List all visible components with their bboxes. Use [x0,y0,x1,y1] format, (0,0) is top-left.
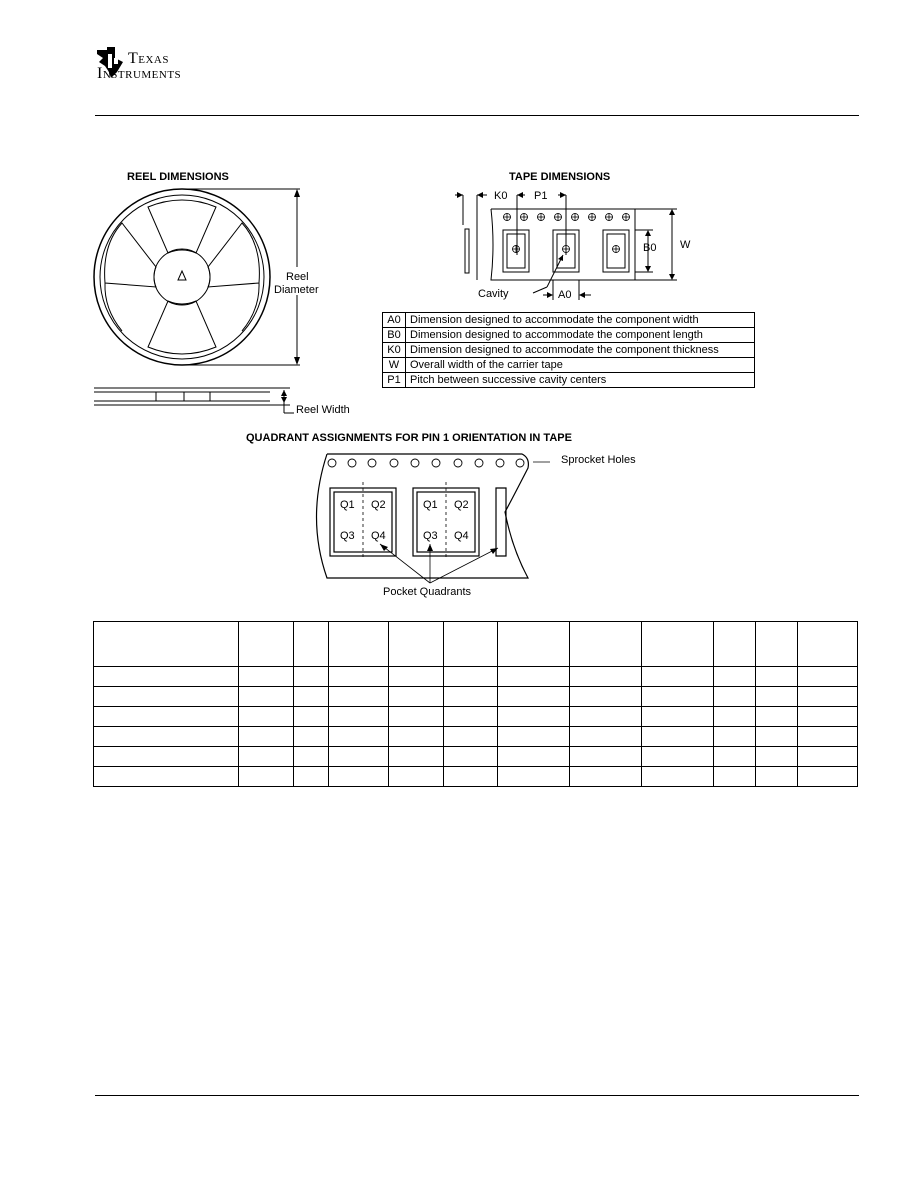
header-rule [95,115,859,116]
reel-diameter-label-2: Diameter [274,284,319,296]
quadrant-q2-a: Q2 [371,499,386,511]
quadrant-title: QUADRANT ASSIGNMENTS FOR PIN 1 ORIENTATION IN TAPE [246,432,572,444]
legend-text: Overall width of the carrier tape [406,358,755,373]
quadrant-q4-a: Q4 [371,530,386,542]
tape-a0-label: A0 [558,289,572,301]
quadrant-q3-a: Q3 [340,530,355,542]
table-row [94,687,858,707]
logo-texas: Texas [128,50,169,67]
table-header-row [94,622,858,667]
reel-diameter-label-1: Reel [286,271,309,283]
tape-legend-table [382,312,755,388]
tape-reel-info-table [93,621,858,787]
tape-diagram [455,185,695,305]
tape-dimensions-title: TAPE DIMENSIONS [509,171,611,183]
legend-row [383,313,755,328]
quadrant-q1-b: Q1 [423,499,438,511]
legend-row [383,328,755,343]
table-row [94,707,858,727]
legend-text: Dimension designed to accommodate the component thickness [406,343,755,358]
reel-dimensions-title: REEL DIMENSIONS [127,171,229,183]
legend-row [383,343,755,358]
tape-w-label: W [680,239,691,251]
legend-symbol: A0 [383,313,406,328]
ti-logo [95,46,225,84]
pocket-quadrants-label: Pocket Quadrants [383,586,472,598]
table-row [94,767,858,787]
legend-text: Pitch between successive cavity centers [406,373,755,388]
tape-b0-label: B0 [643,242,657,254]
legend-symbol: P1 [383,373,406,388]
legend-symbol: K0 [383,343,406,358]
legend-symbol: W [383,358,406,373]
quadrant-diagram [300,448,550,588]
quadrant-q4-b: Q4 [454,530,469,542]
table-row [94,727,858,747]
tape-cavity-label: Cavity [478,288,509,300]
logo-instruments: Instruments [97,65,182,82]
legend-text: Dimension designed to accommodate the component length [406,328,755,343]
table-row [94,667,858,687]
tape-p1-label: P1 [534,190,548,202]
quadrant-q3-b: Q3 [423,530,438,542]
legend-row [383,373,755,388]
legend-symbol: B0 [383,328,406,343]
footer-rule [95,1095,859,1096]
reel-diagram [90,185,370,420]
legend-row [383,358,755,373]
sprocket-holes-label: Sprocket Holes [561,454,636,466]
reel-width-label: Reel Width [296,404,350,416]
legend-text: Dimension designed to accommodate the component width [406,313,755,328]
tape-k0-label: K0 [494,190,508,202]
table-row [94,747,858,767]
quadrant-q2-b: Q2 [454,499,469,511]
quadrant-q1-a: Q1 [340,499,355,511]
